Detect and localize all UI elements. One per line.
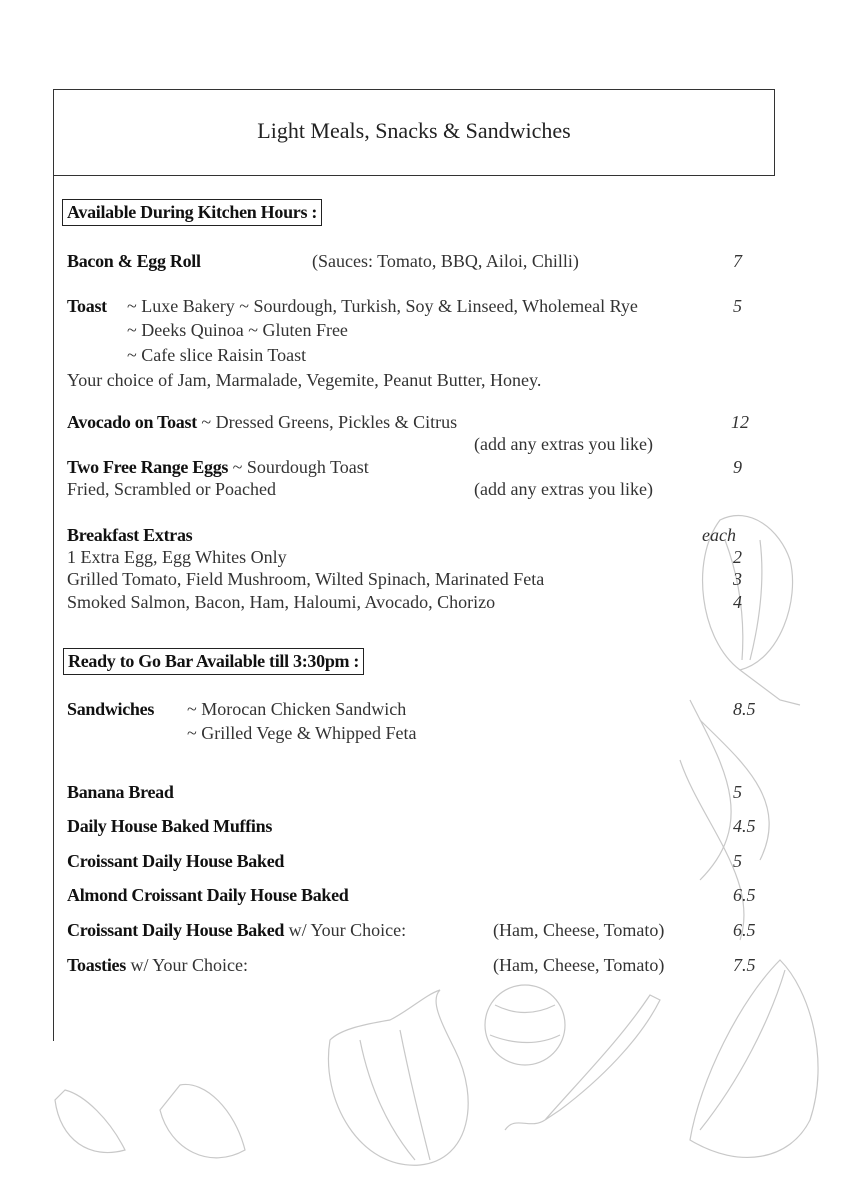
avocado-name: Avocado on Toast (67, 412, 197, 432)
garlic-top-sketch (485, 985, 565, 1065)
toast-line1: ~ Luxe Bakery ~ Sourdough, Turkish, Soy & Linseed, Wholemeal Rye (127, 296, 638, 316)
item-3-name: Croissant Daily House Baked (67, 851, 285, 871)
ready-to-go-heading: Ready to Go Bar Available till 3:30pm : (63, 648, 364, 675)
item-2-name: Daily House Baked Muffins (67, 816, 273, 836)
toast-price: 5 (733, 296, 742, 316)
item-5-row (67, 920, 406, 941)
item-6-extra: (Ham, Cheese, Tomato) (493, 955, 665, 975)
sandwiches-line1: ~ Morocan Chicken Sandwich (187, 699, 407, 719)
avocado-row (67, 412, 457, 433)
extras-row-3-price: 4 (733, 592, 742, 612)
extras-row-2-price: 3 (733, 569, 742, 589)
avocado-extras: (add any extras you like) (474, 434, 653, 454)
clove-sketch (55, 1090, 125, 1153)
breakfast-extras-name: Breakfast Extras (67, 525, 193, 545)
page-title: Light Meals, Snacks & Sandwiches (257, 118, 571, 143)
garlic-sketch (328, 990, 468, 1165)
extras-row-3-item: Smoked Salmon, Bacon, Ham, Haloumi, Avocado, Chorizo (67, 592, 496, 612)
toast-choice: Your choice of Jam, Marmalade, Vegemite, Peanut Butter, Honey. (67, 370, 542, 390)
toast-line2: ~ Deeks Quinoa ~ Gluten Free (127, 320, 348, 340)
item-4-price: 6.5 (733, 885, 756, 905)
eggs-style: Fried, Scrambled or Poached (67, 479, 276, 499)
item-3-price: 5 (733, 851, 742, 871)
item-5-price: 6.5 (733, 920, 756, 940)
item-1-name: Banana Bread (67, 782, 174, 802)
toast-line3: ~ Cafe slice Raisin Toast (127, 345, 307, 365)
item-5-name: Croissant Daily House Baked (67, 920, 285, 940)
kitchen-hours-heading: Available During Kitchen Hours : (62, 199, 322, 226)
item-6-suffix: w/ Your Choice: (130, 955, 248, 975)
item-5-extra: (Ham, Cheese, Tomato) (493, 920, 665, 940)
eggs-price: 9 (733, 457, 742, 477)
eggs-desc: ~ Sourdough Toast (232, 457, 369, 477)
sandwiches-line2: ~ Grilled Vege & Whipped Feta (187, 723, 417, 743)
sandwiches-name: Sandwiches (67, 699, 155, 719)
extras-row-2-item: Grilled Tomato, Field Mushroom, Wilted Spinach, Marinated Feta (67, 569, 545, 589)
bacon-roll-name: Bacon & Egg Roll (67, 251, 201, 271)
item-1-price: 5 (733, 782, 742, 802)
extras-row-1-price: 2 (733, 547, 742, 567)
extras-row-1-item: 1 Extra Egg, Egg Whites Only (67, 547, 287, 567)
breakfast-extras-each: each (702, 525, 736, 545)
avocado-price: 12 (731, 412, 749, 432)
eggs-name: Two Free Range Eggs (67, 457, 229, 477)
item-6-row (67, 955, 248, 976)
carrot-sketch (545, 995, 660, 1120)
item-4-name: Almond Croissant Daily House Baked (67, 885, 349, 905)
item-5-suffix: w/ Your Choice: (288, 920, 407, 940)
leaf-sketch (690, 960, 818, 1157)
bacon-roll-price: 7 (733, 251, 742, 271)
eggs-extras: (add any extras you like) (474, 479, 653, 499)
bacon-roll-desc: (Sauces: Tomato, BBQ, Ailoi, Chilli) (312, 251, 579, 271)
item-6-name: Toasties (67, 955, 126, 975)
avocado-desc: ~ Dressed Greens, Pickles & Citrus (201, 412, 458, 432)
eggs-row (67, 457, 369, 478)
sandwiches-price: 8.5 (733, 699, 756, 719)
clove-sketch-2 (160, 1084, 245, 1157)
toast-name: Toast (67, 296, 107, 316)
item-6-price: 7.5 (733, 955, 756, 975)
carrot-greens-sketch (690, 700, 731, 880)
item-2-price: 4.5 (733, 816, 756, 836)
